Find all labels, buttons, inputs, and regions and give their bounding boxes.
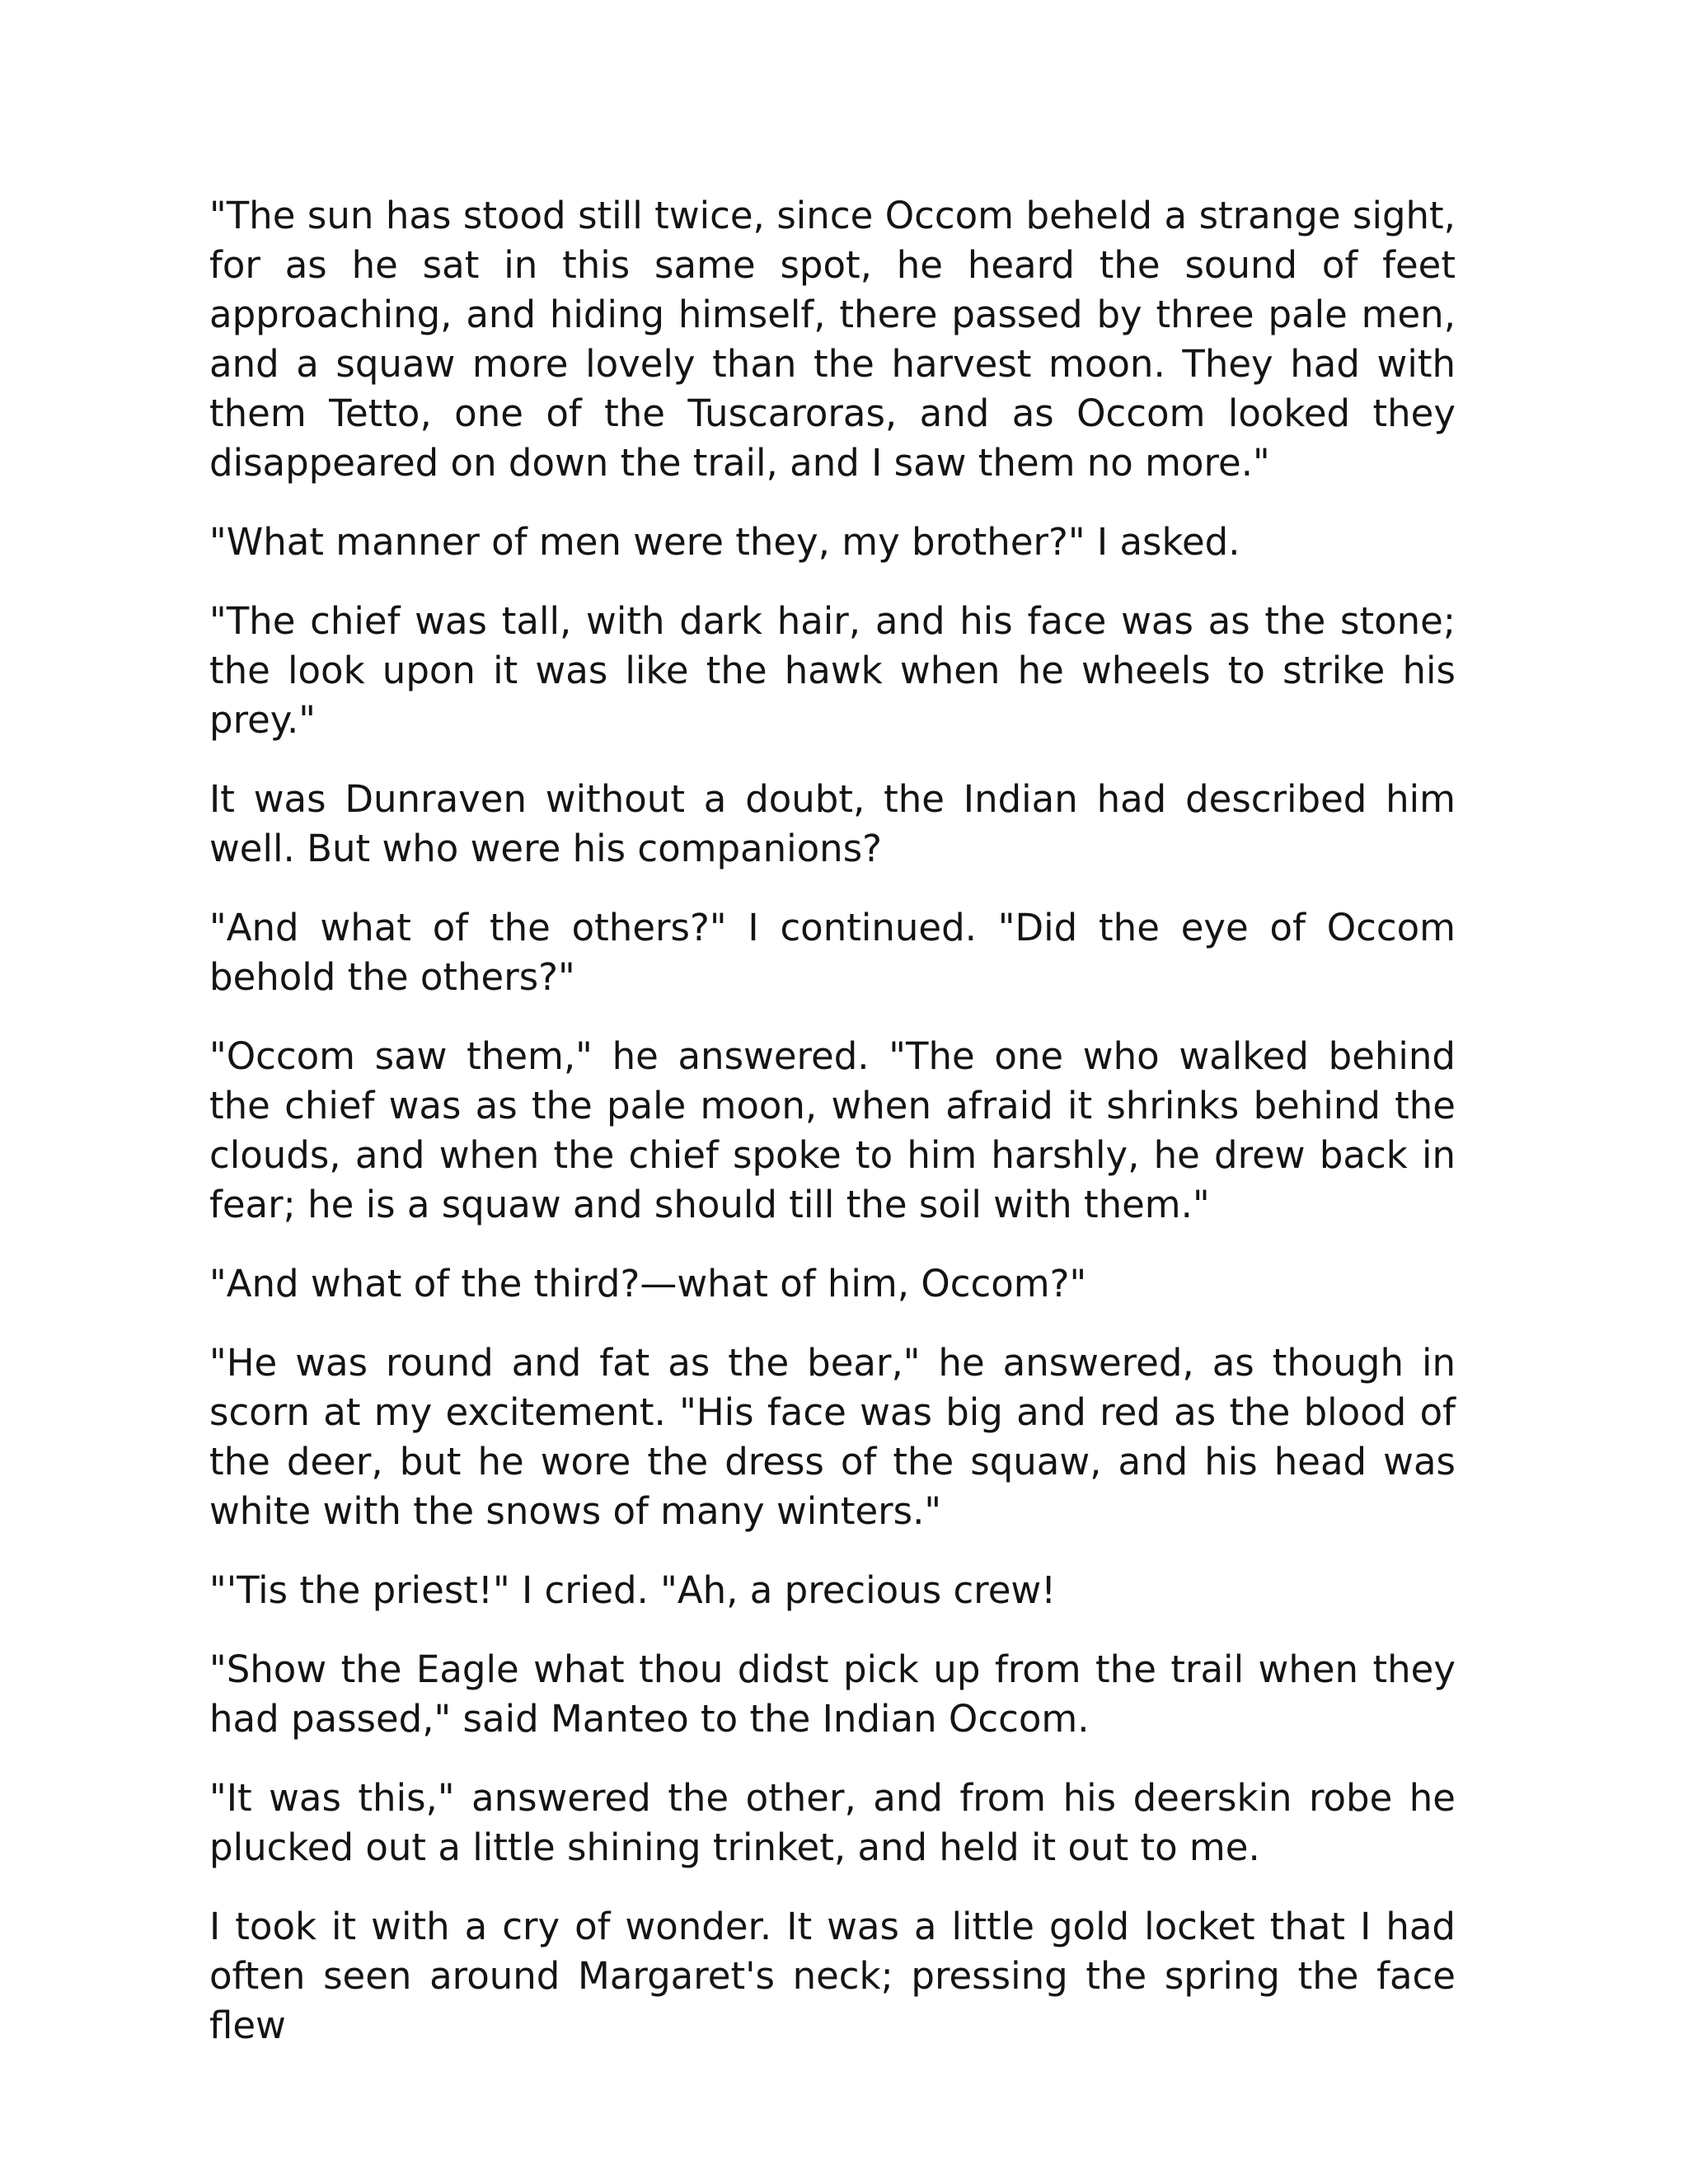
paragraph: "He was round and fat as the bear," he answered, as though in scorn at my excitement. "His face was big and red as the blood of the deer, but he wore the dress of the squaw, and his head was white with the snows of many winters." xyxy=(209,1341,1456,1533)
paragraph: "It was this," answered the other, and from his deerskin robe he plucked out a little shining trinket, and held it out to me. xyxy=(209,1776,1456,1869)
paragraph: I took it with a cry of wonder. It was a little gold locket that I had often seen around Margaret's neck; pressing the spring the face flew xyxy=(209,1905,1456,2047)
paragraph: "The sun has stood still twice, since Occom beheld a strange sight, for as he sat in this same spot, he heard the sound of feet approaching, and hiding himself, there passed by three pale men, and a squaw more lovely than the harvest moon. They had with them Tetto, one of the Tuscaroras, and as Occom looked they disappeared on down the trail, and I saw them no more." xyxy=(209,194,1456,485)
paragraph: It was Dunraven without a doubt, the Indian had described him well. But who were his companions? xyxy=(209,777,1456,870)
paragraph: "The chief was tall, with dark hair, and his face was as the stone; the look upon it was like the hawk when he wheels to strike his prey." xyxy=(209,599,1456,742)
paragraph: "Show the Eagle what thou didst pick up from the trail when they had passed," said Manteo to the Indian Occom. xyxy=(209,1647,1456,1741)
paragraph: "And what of the others?" I continued. "Did the eye of Occom behold the others?" xyxy=(209,906,1456,999)
paragraph: "Occom saw them," he answered. "The one who walked behind the chief was as the pale moon, when afraid it shrinks behind the clouds, and when the chief spoke to him harshly, he drew back in fear; he is a squaw and should till the soil with them." xyxy=(209,1034,1456,1226)
page-text xyxy=(209,191,1456,2050)
paragraph: "What manner of men were they, my brother?" I asked. xyxy=(209,520,1240,564)
paragraph: "'Tis the priest!" I cried. "Ah, a precious crew! xyxy=(209,1568,1057,1612)
paragraph: "And what of the third?—what of him, Occom?" xyxy=(209,1262,1087,1305)
